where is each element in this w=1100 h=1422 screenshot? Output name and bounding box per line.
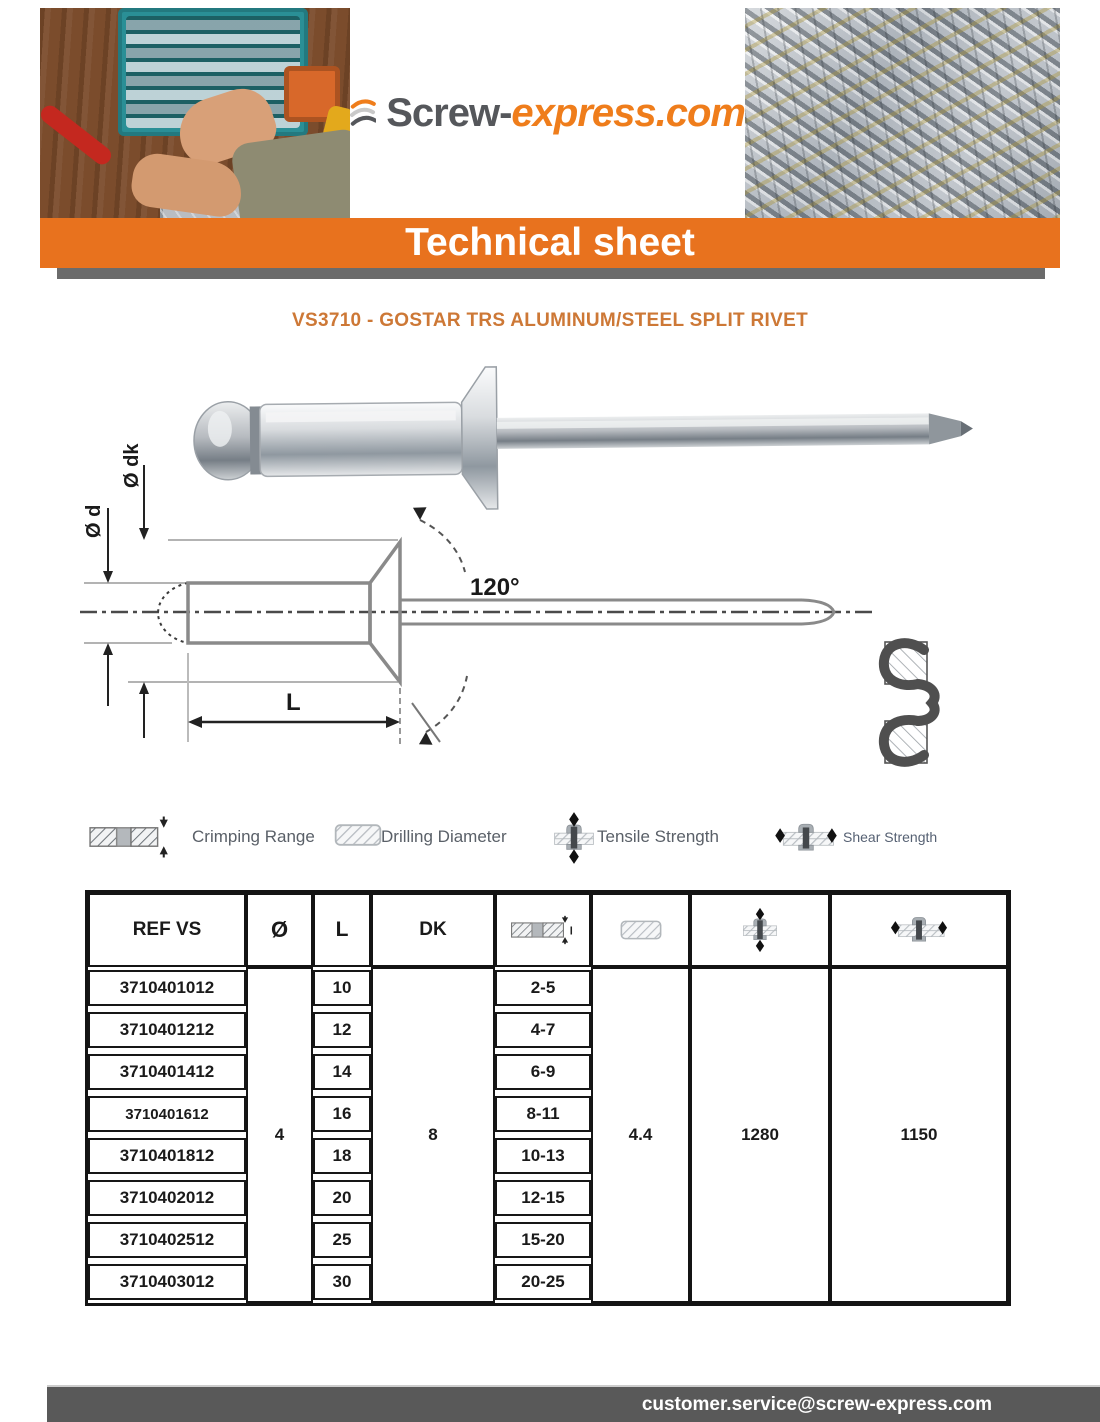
crimp-range-value: 12-15 xyxy=(495,1180,591,1216)
drilling-diameter-value: 4.4 xyxy=(591,967,690,1303)
shear-strength-icon xyxy=(888,912,950,948)
clinched-rivet-illustration xyxy=(884,642,935,763)
contact-email: customer.service@screw-express.com xyxy=(641,1393,992,1415)
spec-table xyxy=(85,890,1011,1306)
col-header-shear-strength xyxy=(830,893,1008,967)
col-header-diameter: Ø xyxy=(246,893,313,967)
product-title: VS3710 - GOSTAR TRS ALUMINUM/STEEL SPLIT RIVET xyxy=(292,310,808,331)
banner-underbar xyxy=(57,268,1045,279)
screws-photo xyxy=(745,8,1060,218)
table-row-ref: 3710401612 xyxy=(88,1096,246,1132)
head-angle-label: 120° xyxy=(470,574,520,601)
shear-strength-value: 1150 xyxy=(830,967,1008,1303)
col-header-drilling-diameter xyxy=(591,893,690,967)
table-row-ref: 3710401012 xyxy=(88,970,246,1006)
length-label: L xyxy=(286,689,301,716)
drilling-diameter-icon xyxy=(619,919,663,941)
logo-text xyxy=(386,91,745,136)
footer-bar xyxy=(47,1385,1100,1422)
crimp-range-value: 15-20 xyxy=(495,1222,591,1258)
drilling-diameter-icon xyxy=(333,822,383,848)
col-header-length: L xyxy=(313,893,371,967)
technical-drawing xyxy=(60,420,960,790)
logo-text-primary: Screw- xyxy=(386,90,512,135)
tensile-strength-icon xyxy=(742,904,778,956)
table-row-ref: 3710401212 xyxy=(88,1012,246,1048)
workbench-photo xyxy=(40,8,350,218)
length-value: 20 xyxy=(313,1180,371,1216)
length-value: 25 xyxy=(313,1222,371,1258)
table-row-ref: 3710402012 xyxy=(88,1180,246,1216)
crimp-range-value: 10-13 xyxy=(495,1138,591,1174)
logo-swoosh-icon xyxy=(350,75,376,151)
length-value: 12 xyxy=(313,1012,371,1048)
col-header-crimping-range xyxy=(495,893,591,967)
crimp-range-value: 6-9 xyxy=(495,1054,591,1090)
table-row-ref: 3710401812 xyxy=(88,1138,246,1174)
diameter-value: 4 xyxy=(246,967,313,1303)
tensile-strength-label: Tensile Strength xyxy=(597,827,719,846)
col-header-dk: DK xyxy=(371,893,495,967)
shear-strength-label: Shear Strength xyxy=(843,829,938,845)
grip-label: l xyxy=(569,925,573,938)
tensile-strength-value: 1280 xyxy=(690,967,830,1303)
drilling-diameter-label: Drilling Diameter xyxy=(381,827,507,846)
head-diameter-label: Ø dk xyxy=(121,443,143,488)
shear-strength-icon xyxy=(772,818,840,858)
crimping-range-label: Crimping Range xyxy=(192,827,315,846)
length-value: 14 xyxy=(313,1054,371,1090)
length-value: 30 xyxy=(313,1264,371,1300)
table-row-ref: 3710403012 xyxy=(88,1264,246,1300)
technical-sheet-banner xyxy=(40,218,1060,268)
table-row-ref: 3710401412 xyxy=(88,1054,246,1090)
banner-title: Technical sheet xyxy=(405,221,695,264)
crimp-range-value: 20-25 xyxy=(495,1264,591,1300)
crimping-range-icon xyxy=(510,912,576,948)
crimp-range-value: 4-7 xyxy=(495,1012,591,1048)
crimp-range-value: 8-11 xyxy=(495,1096,591,1132)
brand-logo xyxy=(350,8,745,218)
table-row-ref: 3710402512 xyxy=(88,1222,246,1258)
length-value: 18 xyxy=(313,1138,371,1174)
logo-text-secondary: express.com xyxy=(511,90,745,135)
tensile-strength-icon xyxy=(553,808,595,868)
length-value: 16 xyxy=(313,1096,371,1132)
crimping-range-icon xyxy=(88,814,174,860)
length-value: 10 xyxy=(313,970,371,1006)
col-header-tensile-strength xyxy=(690,893,830,967)
dk-value: 8 xyxy=(371,967,495,1303)
crimp-range-value: 2-5 xyxy=(495,970,591,1006)
body-diameter-label: Ø d xyxy=(83,504,105,538)
col-header-ref: REF VS xyxy=(88,893,246,967)
